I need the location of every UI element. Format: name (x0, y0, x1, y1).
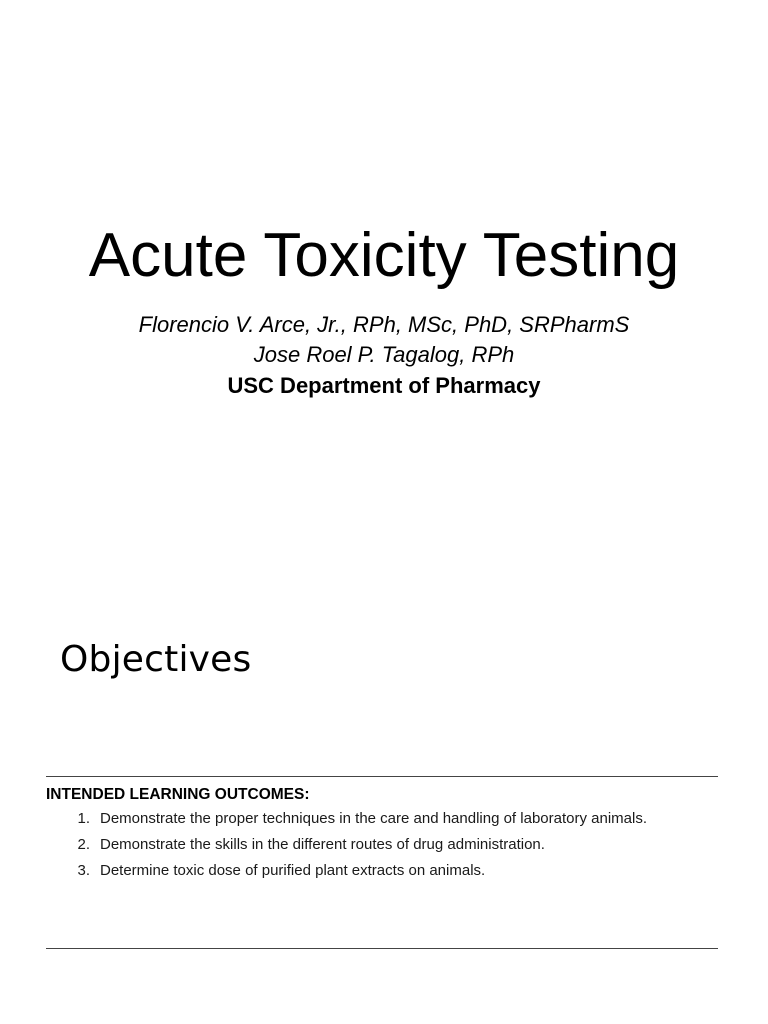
author-1: Florencio V. Arce, Jr., RPh, MSc, PhD, SRPharmS (138, 312, 630, 337)
objectives-heading: Objectives (60, 639, 252, 680)
outcome-item (46, 808, 722, 830)
outcome-number: 2. (77, 836, 90, 853)
outcome-text: Demonstrate the skills in the different routes of drug administration. (100, 836, 545, 853)
outcomes-list (46, 808, 722, 886)
outcome-number: 3. (77, 862, 90, 879)
outcome-item (46, 834, 722, 856)
outcome-text: Determine toxic dose of purified plant extracts on animals. (100, 862, 486, 879)
outcome-number: 1. (77, 810, 90, 827)
author-2: Jose Roel P. Tagalog, RPh (253, 342, 515, 367)
department-name: USC Department of Pharmacy (227, 373, 541, 398)
outcomes-heading: INTENDED LEARNING OUTCOMES: (46, 786, 310, 803)
top-divider (46, 776, 718, 777)
presentation-title: Acute Toxicity Testing (88, 221, 680, 290)
outcome-text: Demonstrate the proper techniques in the care and handling of laboratory animals. (100, 810, 647, 827)
bottom-divider (46, 948, 718, 949)
outcome-item (46, 860, 722, 882)
